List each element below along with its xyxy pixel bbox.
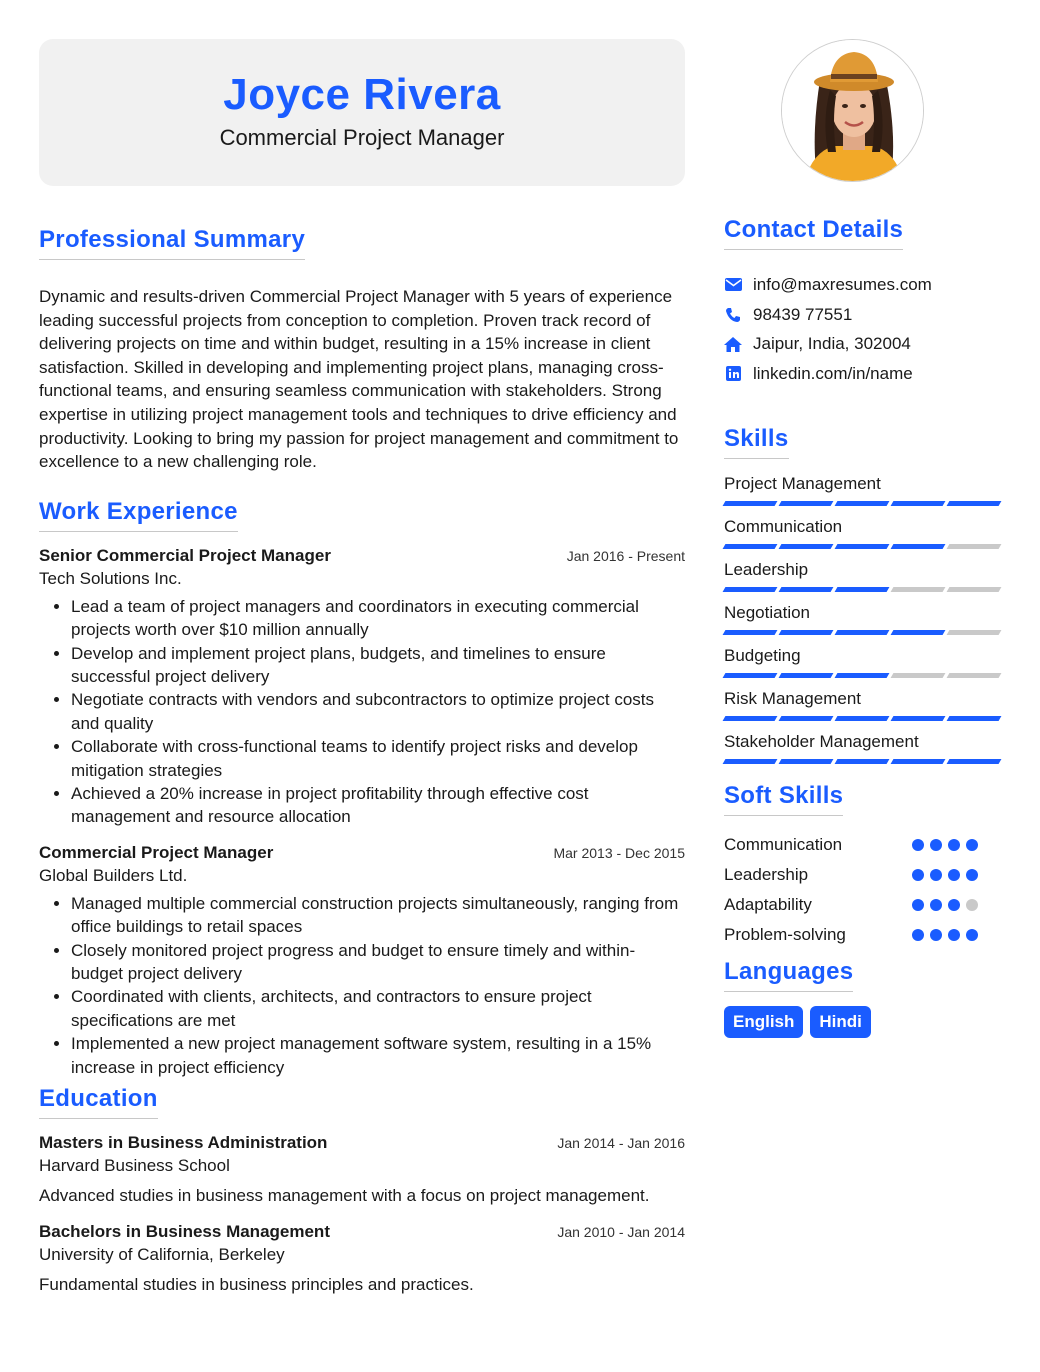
skill-name: Negotiation xyxy=(724,602,811,622)
skill-segment-filled xyxy=(835,501,890,506)
rating-dot-filled xyxy=(912,899,924,911)
job-bullet: • Lead a team of project managers and coordinators in executing commercial projects worth over $10 million annually xyxy=(71,595,685,642)
skills-list xyxy=(724,473,1004,774)
skill-segment-filled xyxy=(723,716,778,721)
languages-section xyxy=(724,958,1004,1038)
skill-segment-filled xyxy=(723,501,778,506)
soft-skill-rating xyxy=(912,839,978,851)
skill-item xyxy=(724,516,1004,559)
skill-segment-filled xyxy=(779,630,834,635)
skill-level-bar xyxy=(724,630,1000,635)
envelope-icon xyxy=(724,276,742,294)
skill-item xyxy=(724,688,1004,731)
skill-level-bar xyxy=(724,759,1000,764)
experience-title: Work Experience xyxy=(39,498,238,532)
rating-dot-filled xyxy=(948,899,960,911)
soft-skill-rating xyxy=(912,899,978,911)
skill-segment-filled xyxy=(779,716,834,721)
skill-segment-filled xyxy=(835,716,890,721)
education-entry xyxy=(39,1133,685,1208)
skill-segment-filled xyxy=(891,501,946,506)
skill-segment-filled xyxy=(891,544,946,549)
skill-level-bar xyxy=(724,544,1000,549)
rating-dot-filled xyxy=(912,839,924,851)
soft-skill-item xyxy=(724,830,1004,860)
soft-skill-item xyxy=(724,890,1004,920)
skill-name: Leadership xyxy=(724,559,809,579)
address-text: Jaipur, India, 302004 xyxy=(753,334,911,354)
candidate-role: Commercial Project Manager xyxy=(219,125,505,150)
job-bullets xyxy=(39,892,685,1079)
phone-text: 98439 77551 xyxy=(753,304,853,324)
job-entry xyxy=(39,546,685,829)
job-date: Jan 2016 - Present xyxy=(566,547,685,564)
soft-skills-list xyxy=(724,830,1004,950)
soft-skill-item xyxy=(724,920,1004,950)
profile-photo-illustration xyxy=(782,40,924,182)
skill-segment-filled xyxy=(779,673,834,678)
soft-skills-section xyxy=(724,782,1004,950)
skill-segment-filled xyxy=(723,630,778,635)
rating-dot-filled xyxy=(966,929,978,941)
skill-segment-filled xyxy=(891,630,946,635)
skill-segment-filled xyxy=(835,673,890,678)
language-badge: Hindi xyxy=(810,1006,871,1038)
skill-segment-empty xyxy=(891,673,946,678)
skill-segment-filled xyxy=(835,759,890,764)
skill-segment-filled xyxy=(891,759,946,764)
summary-text: Dynamic and results-driven Commercial Project Manager with 5 years of experience leading successful projects from conception to completion. Proven track record of delivering projects on time and within budget, resulting in a 15% increase in client satisfaction. Skilled in developing and implementing project plans, managing cross-functional teams, and ensuring seamless communication with stakeholders. Strong expertise in utilizing project management tools and techniques to drive efficiency and productivity. Looking to bring my passion for project management and commitment to excellence to a new challenging role. xyxy=(39,287,679,472)
skill-level-bar xyxy=(724,716,1000,721)
job-bullet: • Negotiate contracts with vendors and subcontractors to optimize project costs and quality xyxy=(71,688,685,735)
rating-dot-filled xyxy=(930,839,942,851)
rating-dot-filled xyxy=(930,869,942,881)
linkedin-icon xyxy=(724,365,742,383)
skill-name: Communication xyxy=(724,516,843,536)
skill-name: Risk Management xyxy=(724,688,862,708)
languages-title: Languages xyxy=(724,958,853,992)
language-badge: English xyxy=(724,1006,803,1038)
rating-dot-filled xyxy=(948,929,960,941)
phone-icon xyxy=(724,306,742,324)
skill-segment-filled xyxy=(779,501,834,506)
skill-segment-filled xyxy=(835,587,890,592)
skill-segment-filled xyxy=(835,630,890,635)
summary-section xyxy=(39,226,685,474)
experience-section xyxy=(39,498,685,1079)
rating-dot-filled xyxy=(966,839,978,851)
skill-name: Project Management xyxy=(724,473,881,493)
skill-segment-empty xyxy=(947,673,1002,678)
soft-skill-rating xyxy=(912,929,978,941)
rating-dot-filled xyxy=(948,839,960,851)
job-entry xyxy=(39,843,685,1079)
skill-segment-filled xyxy=(779,544,834,549)
contact-address xyxy=(724,329,1004,359)
soft-skill-rating xyxy=(912,869,978,881)
contact-email[interactable] xyxy=(724,270,1004,300)
contact-title: Contact Details xyxy=(724,216,903,250)
skill-segment-filled xyxy=(947,501,1002,506)
job-date: Mar 2013 - Dec 2015 xyxy=(553,844,685,861)
languages-list xyxy=(724,1006,1004,1038)
job-bullet: • Managed multiple commercial construction projects simultaneously, ranging from office buildings to retail spaces xyxy=(71,892,685,939)
skill-segment-empty xyxy=(947,544,1002,549)
soft-skill-name: Problem-solving xyxy=(724,924,846,944)
rating-dot-filled xyxy=(912,929,924,941)
job-bullet: • Collaborate with cross-functional teams to identify project risks and develop mitigation strategies xyxy=(71,735,685,782)
school-name: University of California, Berkeley xyxy=(39,1244,285,1264)
candidate-name: Joyce Rivera xyxy=(223,70,501,119)
job-bullet: • Achieved a 20% increase in project profitability through effective cost management and resource allocation xyxy=(71,782,685,829)
education-description: Advanced studies in business management with a focus on project management. xyxy=(39,1186,650,1206)
job-bullet: • Implemented a new project management software system, resulting in a 15% increase in project efficiency xyxy=(71,1032,685,1079)
job-bullet: • Coordinated with clients, architects, and contractors to ensure project specifications are met xyxy=(71,985,685,1032)
soft-skill-item xyxy=(724,860,1004,890)
skill-segment-empty xyxy=(891,587,946,592)
linkedin-text: linkedin.com/in/name xyxy=(753,363,913,383)
skill-item xyxy=(724,473,1004,516)
skill-item xyxy=(724,559,1004,602)
degree-title: Bachelors in Business Management xyxy=(39,1221,330,1241)
skill-segment-filled xyxy=(723,759,778,764)
summary-title: Professional Summary xyxy=(39,226,305,260)
skill-segment-filled xyxy=(779,759,834,764)
skills-section xyxy=(724,425,1004,774)
education-entry xyxy=(39,1222,685,1297)
skill-level-bar xyxy=(724,673,1000,678)
contact-phone[interactable] xyxy=(724,300,1004,330)
job-bullets xyxy=(39,595,685,829)
skill-segment-empty xyxy=(947,587,1002,592)
skill-segment-filled xyxy=(947,759,1002,764)
soft-skill-name: Leadership xyxy=(724,864,809,884)
contact-section xyxy=(724,216,1004,389)
email-text: info@maxresumes.com xyxy=(753,274,932,294)
soft-skill-name: Communication xyxy=(724,834,843,854)
education-date: Jan 2010 - Jan 2014 xyxy=(557,1223,685,1240)
skill-name: Budgeting xyxy=(724,645,801,665)
home-icon xyxy=(724,335,742,353)
skill-item xyxy=(724,645,1004,688)
skill-segment-filled xyxy=(723,673,778,678)
job-title: Senior Commercial Project Manager xyxy=(39,545,331,565)
school-name: Harvard Business School xyxy=(39,1156,230,1176)
skills-title: Skills xyxy=(724,425,789,459)
rating-dot-filled xyxy=(930,899,942,911)
rating-dot-filled xyxy=(966,869,978,881)
skill-segment-filled xyxy=(723,587,778,592)
degree-title: Masters in Business Administration xyxy=(39,1133,328,1153)
skill-item xyxy=(724,602,1004,645)
education-date: Jan 2014 - Jan 2016 xyxy=(557,1135,685,1152)
soft-skills-title: Soft Skills xyxy=(724,782,843,816)
job-company: Global Builders Ltd. xyxy=(39,865,188,885)
skill-level-bar xyxy=(724,501,1000,506)
job-title: Commercial Project Manager xyxy=(39,842,274,862)
education-title: Education xyxy=(39,1085,158,1119)
skill-segment-filled xyxy=(891,716,946,721)
rating-dot-filled xyxy=(948,869,960,881)
header-box xyxy=(39,39,685,186)
job-company: Tech Solutions Inc. xyxy=(39,568,182,588)
skill-segment-filled xyxy=(947,716,1002,721)
rating-dot-empty xyxy=(966,899,978,911)
contact-linkedin[interactable] xyxy=(724,359,1004,389)
skill-segment-filled xyxy=(779,587,834,592)
skill-segment-filled xyxy=(723,544,778,549)
soft-skill-name: Adaptability xyxy=(724,894,812,914)
skill-item xyxy=(724,731,1004,774)
skill-level-bar xyxy=(724,587,1000,592)
education-section xyxy=(39,1085,685,1296)
rating-dot-filled xyxy=(930,929,942,941)
education-description: Fundamental studies in business principles and practices. xyxy=(39,1274,474,1294)
skill-segment-empty xyxy=(947,630,1002,635)
rating-dot-filled xyxy=(912,869,924,881)
profile-photo xyxy=(781,39,924,182)
sidebar-column xyxy=(724,216,1004,1038)
job-bullet: • Develop and implement project plans, budgets, and timelines to ensure successful project delivery xyxy=(71,642,685,689)
main-column xyxy=(39,39,685,1296)
job-bullet: • Closely monitored project progress and budget to ensure timely and within-budget project delivery xyxy=(71,939,685,986)
skill-name: Stakeholder Management xyxy=(724,731,919,751)
skill-segment-filled xyxy=(835,544,890,549)
